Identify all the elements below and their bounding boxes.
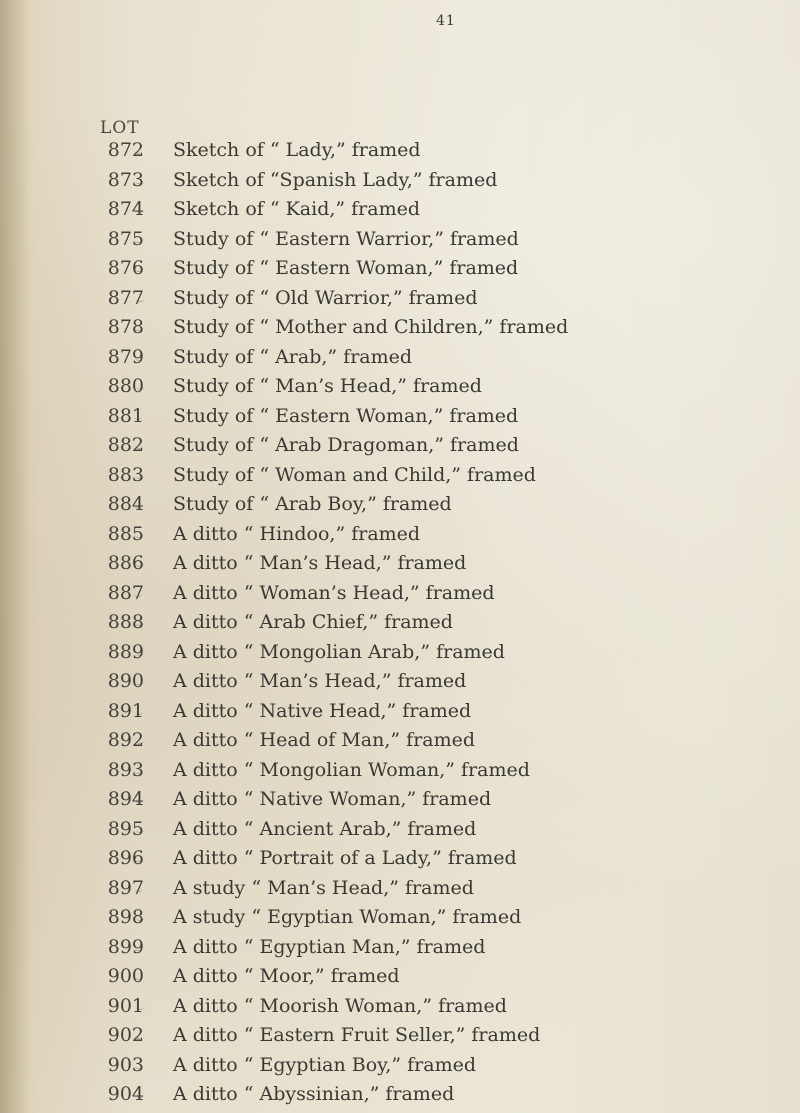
- lot-entry: [0, 166, 800, 196]
- lot-list: [0, 136, 800, 1110]
- lot-number: 873: [107, 168, 144, 191]
- lot-number: 878: [107, 316, 144, 338]
- lot-title: A study “ Egyptian Woman,” framed: [173, 906, 522, 928]
- lot-number: 895: [107, 817, 144, 840]
- lot-title: A ditto “ Moorish Woman,” framed: [173, 994, 507, 1017]
- lot-entry: [0, 549, 800, 579]
- lot-number: 902: [107, 1024, 144, 1046]
- lot-title: Study of “ Woman and Child,” framed: [173, 463, 536, 486]
- lot-number: 893: [107, 758, 144, 781]
- lot-number: 901: [107, 994, 144, 1017]
- lot-entry: [0, 933, 800, 963]
- lot-number: 877: [107, 286, 144, 309]
- lot-entry: [0, 638, 800, 668]
- lot-title: Study of “ Eastern Woman,” framed: [173, 404, 519, 427]
- lot-title: A ditto “ Eastern Fruit Seller,” framed: [173, 1024, 541, 1046]
- lot-entry: [0, 225, 800, 255]
- lot-entry: [0, 756, 800, 786]
- lot-number: 880: [107, 375, 144, 397]
- lot-number: 887: [107, 581, 144, 604]
- lot-number: 892: [107, 729, 144, 751]
- lot-title: Study of “ Arab Dragoman,” framed: [173, 434, 519, 456]
- lot-number: 890: [107, 670, 144, 692]
- lot-title: A ditto “ Head of Man,” framed: [173, 729, 476, 751]
- lot-entry: [0, 461, 800, 491]
- lot-entry: [0, 402, 800, 432]
- lot-title: Study of “ Arab Boy,” framed: [173, 493, 452, 515]
- lot-title: A ditto “ Native Woman,” framed: [173, 788, 492, 810]
- lot-title: A ditto “ Egyptian Boy,” framed: [173, 1053, 477, 1076]
- lot-number: 884: [107, 493, 144, 515]
- lot-number: 879: [107, 345, 144, 368]
- lot-title: Study of “ Eastern Woman,” framed: [173, 257, 519, 279]
- lot-title: A ditto “ Woman’s Head,” framed: [173, 581, 495, 604]
- lot-number: 896: [107, 847, 144, 869]
- lot-title: A ditto “ Egyptian Man,” framed: [173, 935, 486, 958]
- lot-entry: [0, 284, 800, 314]
- lot-title: Sketch of “Spanish Lady,” framed: [173, 168, 498, 191]
- lot-entry: [0, 903, 800, 933]
- lot-number: 882: [107, 434, 144, 456]
- lot-entry: [0, 372, 800, 402]
- lot-title: A ditto “ Moor,” framed: [173, 965, 400, 987]
- page-number: 41: [436, 13, 456, 29]
- lot-title: A ditto “ Mongolian Woman,” framed: [173, 758, 530, 781]
- lot-number: 899: [107, 935, 144, 958]
- lot-number: 889: [107, 640, 144, 663]
- lot-entry: [0, 313, 800, 343]
- lot-title: A ditto “ Man’s Head,” framed: [173, 552, 467, 574]
- lot-number: 903: [107, 1053, 144, 1076]
- lot-title: A ditto “ Mongolian Arab,” framed: [173, 640, 505, 663]
- lot-entry: [0, 815, 800, 845]
- lot-title: Study of “ Man’s Head,” framed: [173, 375, 482, 397]
- lot-number: 876: [107, 257, 144, 279]
- lot-number: 875: [107, 227, 144, 250]
- lot-number: 883: [107, 463, 144, 486]
- lot-title: Study of “ Old Warrior,” framed: [173, 286, 478, 309]
- lot-number: 891: [107, 699, 144, 722]
- lot-entry: [0, 785, 800, 815]
- lot-title: A ditto “ Hindoo,” framed: [173, 522, 421, 545]
- lot-title: Study of “ Eastern Warrior,” framed: [173, 227, 519, 250]
- lot-number: 900: [107, 965, 144, 987]
- lot-number: 897: [107, 876, 144, 899]
- lot-entry: [0, 136, 800, 166]
- lot-entry: [0, 254, 800, 284]
- lot-column-heading: LOT: [100, 118, 140, 138]
- lot-number: 904: [107, 1083, 144, 1105]
- lot-entry: [0, 697, 800, 727]
- lot-entry: [0, 1021, 800, 1051]
- lot-entry: [0, 726, 800, 756]
- lot-title: Sketch of “ Kaid,” framed: [173, 198, 421, 220]
- lot-entry: [0, 1051, 800, 1081]
- lot-entry: [0, 874, 800, 904]
- lot-number: 874: [107, 198, 144, 220]
- lot-number: 894: [107, 788, 144, 810]
- lot-title: A ditto “ Portrait of a Lady,” framed: [173, 847, 517, 869]
- lot-title: A ditto “ Abyssinian,” framed: [173, 1083, 455, 1105]
- lot-entry: [0, 992, 800, 1022]
- lot-title: Study of “ Arab,” framed: [173, 345, 413, 368]
- lot-entry: [0, 195, 800, 225]
- lot-number: 888: [107, 611, 144, 633]
- lot-title: Sketch of “ Lady,” framed: [173, 139, 421, 161]
- lot-title: A ditto “ Man’s Head,” framed: [173, 670, 467, 692]
- lot-number: 886: [107, 552, 144, 574]
- lot-entry: [0, 667, 800, 697]
- lot-entry: [0, 343, 800, 373]
- lot-entry: [0, 490, 800, 520]
- lot-number: 872: [107, 139, 144, 161]
- lot-title: A ditto “ Native Head,” framed: [173, 699, 472, 722]
- lot-entry: [0, 579, 800, 609]
- lot-entry: [0, 520, 800, 550]
- lot-title: A study “ Man’s Head,” framed: [173, 876, 474, 899]
- lot-title: A ditto “ Ancient Arab,” framed: [173, 817, 477, 840]
- lot-entry: [0, 431, 800, 461]
- lot-entry: [0, 1080, 800, 1110]
- lot-number: 898: [107, 906, 144, 928]
- lot-entry: [0, 608, 800, 638]
- lot-title: Study of “ Mother and Children,” framed: [173, 316, 569, 338]
- lot-entry: [0, 844, 800, 874]
- lot-number: 881: [107, 404, 144, 427]
- lot-title: A ditto “ Arab Chief,” framed: [173, 611, 453, 633]
- lot-number: 885: [107, 522, 144, 545]
- lot-entry: [0, 962, 800, 992]
